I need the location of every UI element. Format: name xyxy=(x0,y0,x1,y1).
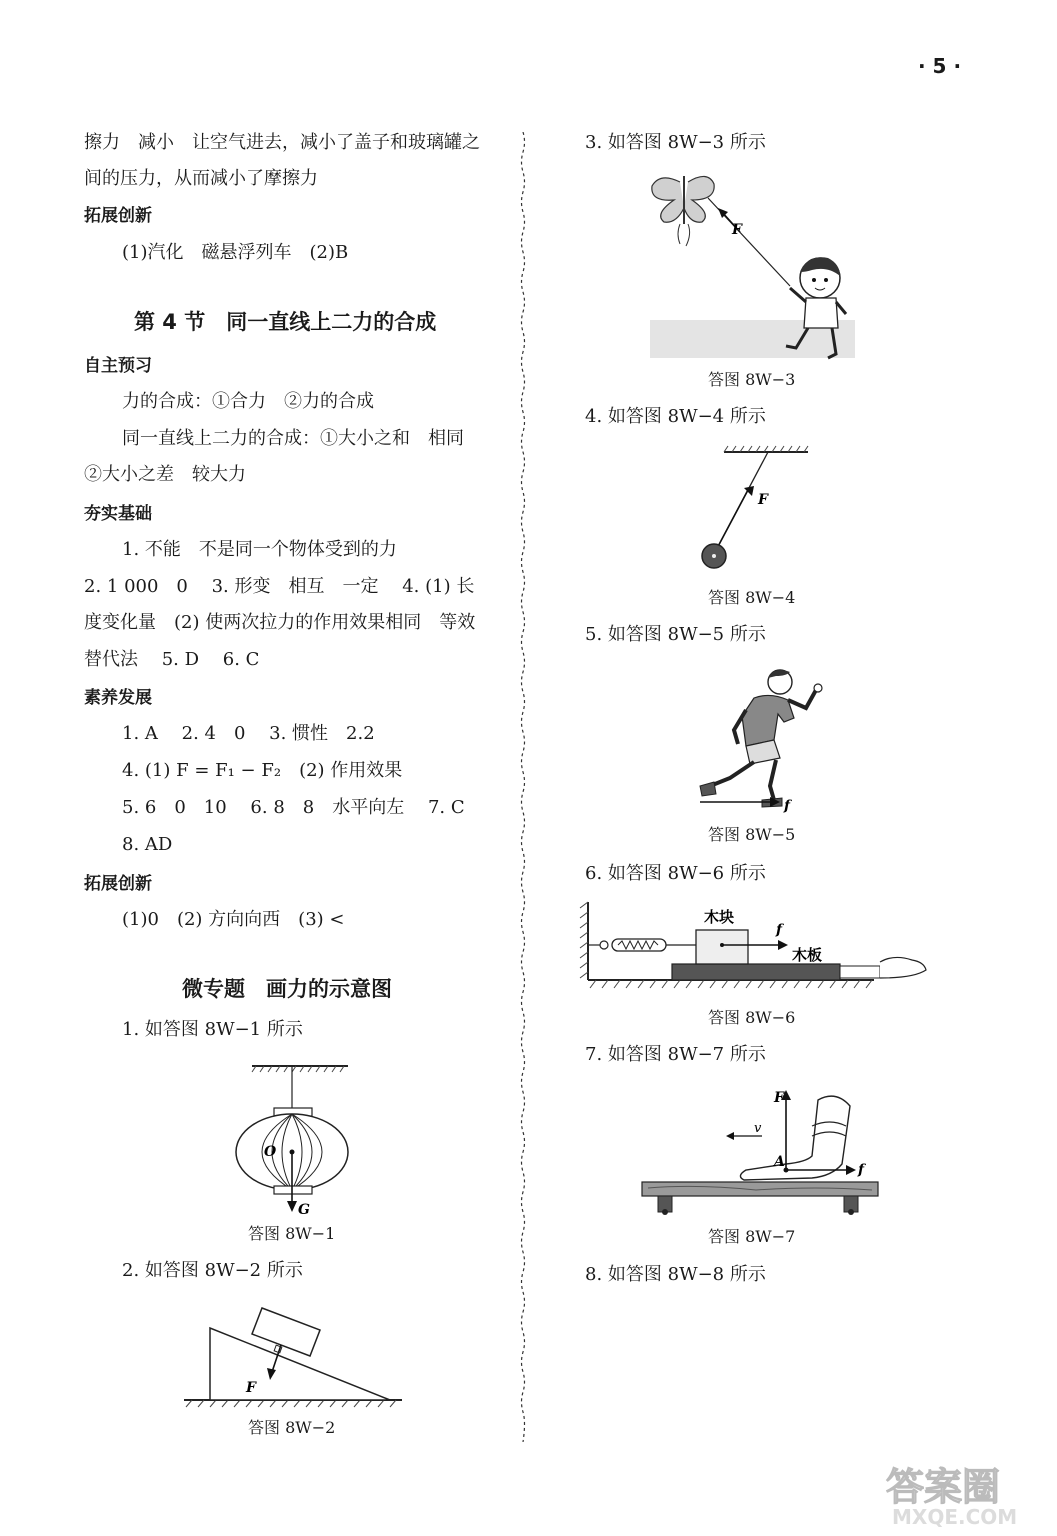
section-4-title: 第 4 节 同一直线上二力的合成 xyxy=(134,310,437,334)
develop-line-2: 4. (1) F = F₁ − F₂ (2) 作用效果 xyxy=(122,760,403,781)
basic-line-2: 2. 1 000 0 3. 形变 相互 一定 4. (1) 长 xyxy=(84,576,475,597)
label-force-f: F xyxy=(246,1380,256,1396)
column-divider xyxy=(520,132,526,1442)
heading-preview: 自主预习 xyxy=(84,356,152,376)
heading-basic: 夯实基础 xyxy=(84,504,152,524)
label-force-f: f xyxy=(784,798,791,814)
expand-2-answer: (1)0 (2) 方向向西 (3) < xyxy=(122,909,345,930)
caption-8w-2: 答图 8W−2 xyxy=(248,1418,336,1437)
figure-incline xyxy=(180,1300,405,1415)
develop-line-3: 5. 6 0 10 6. 8 8 水平向左 7. C xyxy=(122,797,465,818)
label-point-o: O xyxy=(264,1144,277,1160)
preview-line-2: 同一直线上二力的合成：①大小之和 相同 xyxy=(122,428,464,449)
figure-runner xyxy=(690,660,830,815)
caption-8w-6: 答图 8W−6 xyxy=(708,1008,796,1027)
question-3: 3. 如答图 8W−3 所示 xyxy=(585,132,766,153)
question-8: 8. 如答图 8W−8 所示 xyxy=(585,1264,766,1285)
label-block: 木块 xyxy=(704,908,735,926)
figure-kite xyxy=(640,168,865,368)
caption-8w-5: 答图 8W−5 xyxy=(708,825,796,844)
question-5: 5. 如答图 8W−5 所示 xyxy=(585,624,766,645)
intro-line-1: 擦力 减小 让空气进去，减小了盖子和玻璃罐之 xyxy=(84,132,480,153)
label-velocity: v xyxy=(754,1121,762,1136)
expand-1-answer: (1)汽化 磁悬浮列车 (2)B xyxy=(122,242,349,263)
develop-line-4: 8. AD xyxy=(122,834,173,855)
figure-lantern xyxy=(230,1058,370,1218)
label-force-f: f xyxy=(776,922,783,938)
caption-8w-1: 答图 8W−1 xyxy=(248,1224,336,1243)
heading-expand-1: 拓展创新 xyxy=(84,206,152,226)
intro-line-2: 间的压力，从而减小了摩擦力 xyxy=(84,168,318,189)
preview-line-1: 力的合成：①合力 ②力的合成 xyxy=(122,391,374,412)
heading-develop: 素养发展 xyxy=(84,688,152,708)
watermark-logo xyxy=(880,1460,1050,1530)
develop-line-1: 1. A 2. 4 0 3. 惯性 2.2 xyxy=(122,723,375,744)
figure-block-board xyxy=(574,900,934,998)
question-6: 6. 如答图 8W−6 所示 xyxy=(585,863,766,884)
page-number: · 5 · xyxy=(918,54,962,78)
caption-8w-7: 答图 8W−7 xyxy=(708,1227,796,1246)
preview-line-3: ②大小之差 较大力 xyxy=(84,464,246,485)
label-force-up: F xyxy=(774,1090,784,1106)
question-4: 4. 如答图 8W−4 所示 xyxy=(585,406,766,427)
watermark-line-1: 答案圈 xyxy=(886,1465,1001,1509)
question-2: 2. 如答图 8W−2 所示 xyxy=(122,1260,303,1281)
label-force-f: f xyxy=(858,1162,865,1178)
figure-pendulum xyxy=(690,442,820,582)
heading-expand-2: 拓展创新 xyxy=(84,874,152,894)
basic-line-3: 度变化量 (2) 使两次拉力的作用效果相同 等效 xyxy=(84,612,476,633)
basic-line-4: 替代法 5. D 6. C xyxy=(84,649,260,670)
question-7: 7. 如答图 8W−7 所示 xyxy=(585,1044,766,1065)
label-force-f: F xyxy=(758,492,768,508)
label-point-a: A xyxy=(774,1154,785,1170)
caption-8w-4: 答图 8W−4 xyxy=(708,588,796,607)
basic-line-1: 1. 不能 不是同一个物体受到的力 xyxy=(122,539,397,560)
figure-foot-board xyxy=(636,1080,881,1220)
label-force-f: F xyxy=(732,222,742,238)
caption-8w-3: 答图 8W−3 xyxy=(708,370,796,389)
label-board: 木板 xyxy=(792,946,823,964)
watermark-line-2: MXQE.COM xyxy=(892,1505,1018,1529)
micro-topic-title: 微专题 画力的示意图 xyxy=(182,977,392,1001)
label-force-g: G xyxy=(298,1202,310,1218)
question-1: 1. 如答图 8W−1 所示 xyxy=(122,1019,303,1040)
